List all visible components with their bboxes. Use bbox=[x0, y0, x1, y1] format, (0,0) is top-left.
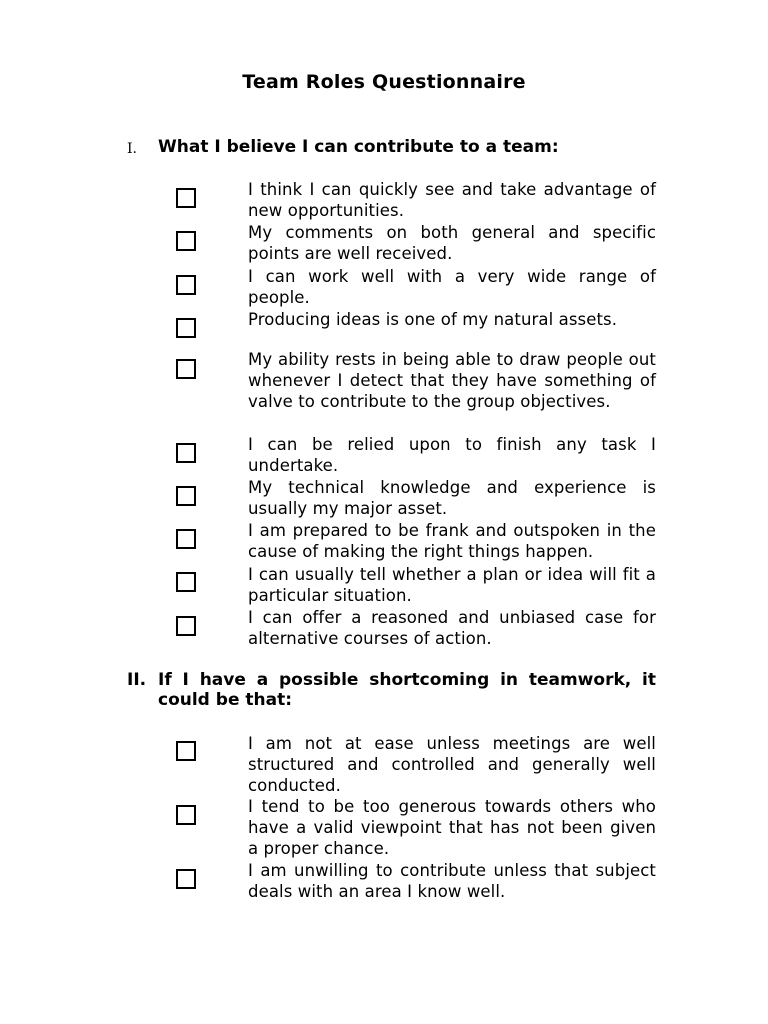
question-text: I am unwilling to contribute unless that subject deals with an area I know well. bbox=[248, 861, 656, 901]
page-title: Team Roles Questionnaire bbox=[242, 71, 526, 93]
question-text: Producing ideas is one of my natural assets. bbox=[248, 310, 618, 329]
section-heading: If I have a possible shortcoming in teamwork, it could be that: bbox=[158, 670, 656, 710]
section-numeral: I. bbox=[127, 141, 137, 157]
section-heading: What I believe I can contribute to a team: bbox=[158, 137, 559, 157]
answer-checkbox[interactable] bbox=[176, 572, 196, 592]
question-text: I can work well with a very wide range of people. bbox=[248, 267, 656, 307]
section-numeral: II. bbox=[127, 670, 147, 690]
answer-checkbox[interactable] bbox=[176, 616, 196, 636]
answer-checkbox[interactable] bbox=[176, 318, 196, 338]
answer-checkbox[interactable] bbox=[176, 359, 196, 379]
answer-checkbox[interactable] bbox=[176, 275, 196, 295]
question-text: I am not at ease unless meetings are well structured and controlled and generally well conducted. bbox=[248, 734, 656, 795]
question-text: I can usually tell whether a plan or idea will fit a particular situation. bbox=[248, 565, 656, 605]
question-text: I think I can quickly see and take advantage of new opportunities. bbox=[248, 180, 656, 220]
question-text: My comments on both general and specific points are well received. bbox=[248, 223, 656, 263]
answer-checkbox[interactable] bbox=[176, 443, 196, 463]
answer-checkbox[interactable] bbox=[176, 486, 196, 506]
answer-checkbox[interactable] bbox=[176, 741, 196, 761]
question-text: I am prepared to be frank and outspoken in the cause of making the right things happen. bbox=[248, 521, 656, 561]
answer-checkbox[interactable] bbox=[176, 188, 196, 208]
answer-checkbox[interactable] bbox=[176, 805, 196, 825]
answer-checkbox[interactable] bbox=[176, 869, 196, 889]
question-text: I can offer a reasoned and unbiased case for alternative courses of action. bbox=[248, 608, 656, 648]
answer-checkbox[interactable] bbox=[176, 231, 196, 251]
answer-checkbox[interactable] bbox=[176, 529, 196, 549]
question-text: My technical knowledge and experience is usually my major asset. bbox=[248, 478, 656, 518]
question-text: I can be relied upon to finish any task I undertake. bbox=[248, 435, 656, 475]
question-text: I tend to be too generous towards others who have a valid viewpoint that has not been given a proper chance. bbox=[248, 797, 656, 858]
question-text: My ability rests in being able to draw people out whenever I detect that they have something of valve to contribute to the group objectives. bbox=[248, 350, 656, 411]
